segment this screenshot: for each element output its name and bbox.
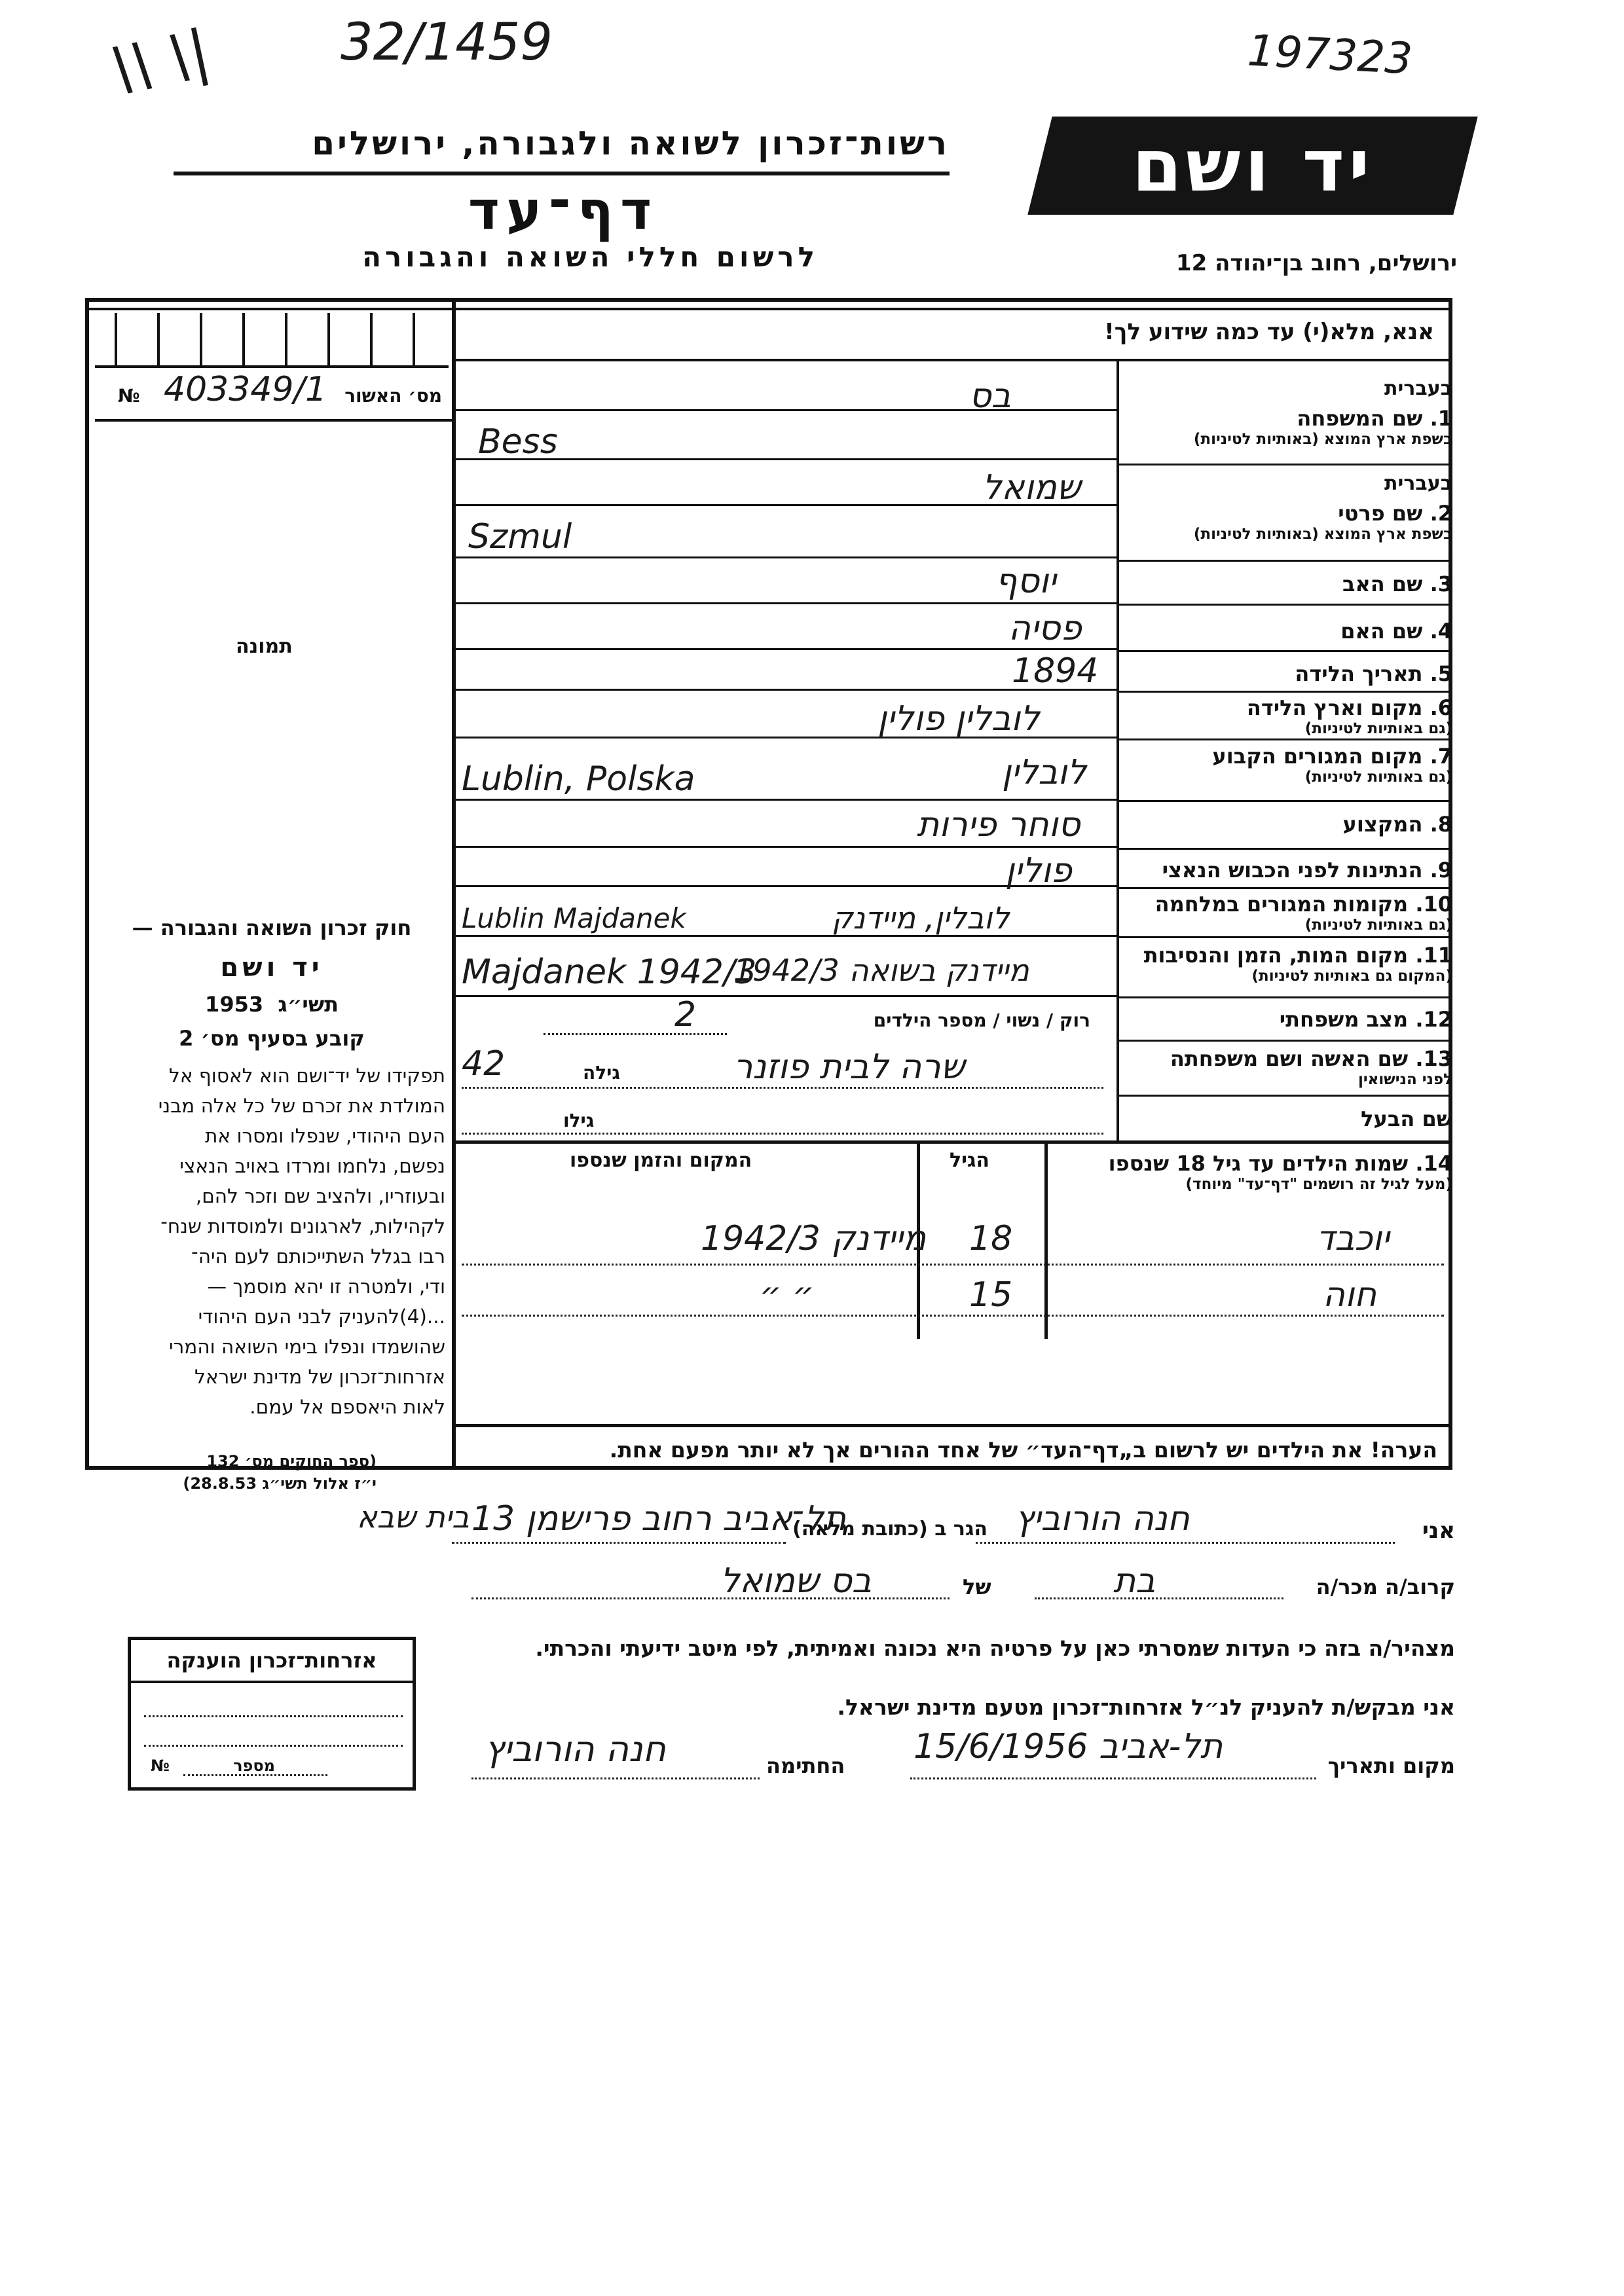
field-birth-place-label: 6. מקום וארץ הלידה (גם באותיות לטיניות) (1246, 695, 1452, 737)
declarant-ani: אני (1422, 1518, 1455, 1544)
birth-date-value: 1894 (1012, 651, 1099, 691)
latin-note: בשפת ארץ המוצא (באותיות לטיניות) (1193, 431, 1452, 448)
header-rule (174, 172, 950, 175)
field-wife-label: 13. שם האשה ושם משפחתה לפני הנישואין (1170, 1046, 1452, 1088)
form-subtitle: לרשום חללי השואה והגבורה (362, 241, 819, 273)
column-divider (452, 298, 456, 1470)
field-children-label: 14. שמות הילדים עד גיל 18 שנספו (מעל לגיל זה רושמים "דף־עד" מיוחד) (1108, 1151, 1452, 1193)
wife-age-label: גילה (583, 1062, 620, 1084)
children-place-header: המקום והזמן שנספו (570, 1149, 752, 1172)
instruction: אנא, מלא(י) עד כמה שידוע לך! (1104, 319, 1434, 345)
family-name-latin: Bess (478, 422, 558, 462)
field-wartime-places-label: 10. מקומות המגורים במלחמה (גם באותיות לטיניות) (1154, 892, 1452, 934)
yad-vashem-logo (1027, 117, 1477, 215)
residence-hebrew: לובלין (1002, 753, 1087, 792)
certificate-no-mark: № (151, 1757, 170, 1775)
of-label: של (963, 1575, 991, 1599)
law-section: קובע בסעיף מס׳ 2 (179, 1026, 365, 1051)
field-first-name-label: בעברית 2. שם פרטי בשפת ארץ המוצא (באותיות לטיניות) (1193, 472, 1452, 543)
registration-no-mark: № (118, 385, 140, 407)
hebrew-tag: בעברית (1384, 472, 1452, 495)
field-death-place-label: 11. מקום המות, הזמן והנסיבות (המקום גם באותיות לטיניות) (1143, 943, 1452, 985)
registration-boxes (95, 313, 449, 365)
certificate-number-label: מספר (233, 1757, 275, 1775)
child-name: חוה (1323, 1275, 1377, 1315)
signature-label: החתימה (766, 1753, 845, 1778)
field-citizenship-label: 9. הנתינות לפני הכבוש הנאצי (1162, 858, 1452, 883)
field-profession-label: 8. המקצוע (1342, 812, 1452, 837)
residence-latin: Lublin, Polska (462, 759, 695, 799)
child-age: 15 (969, 1275, 1013, 1315)
law-footnote-2: י״ז אלול תשי״ג 28.8.53) (183, 1474, 377, 1493)
declaration-text: מצהיר/ה בזה כי העדות שמסרתי כאן על פרטיה היא נכונה ואמיתית, לפי מיטב ידיעתי והכרתי. (535, 1635, 1455, 1661)
law-year-line: 1953 תשי״ג (205, 992, 339, 1017)
profession-value: סוחר פירות (917, 805, 1080, 845)
declarant-name: חנה הורוביץ (1015, 1499, 1190, 1539)
field-mother-label: 4. שם האם (1340, 619, 1452, 644)
label-column-border (1116, 361, 1119, 1140)
instruction-rule (456, 359, 1452, 361)
law-body: תפקידו של יד־ושם הוא לאסוף אל המולדת את זכרם של כל אלה מבני העם היהודי, שנפלו ומסרו את נפשם, נלחמו ומרדו באויב הנאצי ובעוזריו, ולהציב שם וזכר להם, לקהילות, לארגונים ולמוסדות שנח־ רבו בגלל השתייכותם לעם היה־ ודי, ולמטרה זו יהא מוסמך — ...(4)להעניק לבני העם היהודי שהושמדו ונפלו בימי השואה והמרי אזרחות־זכרון של מדינת ישראל לאות היאספם אל עמם. (158, 1065, 445, 1418)
father-value: יוסף (995, 562, 1056, 601)
children-age-header: הגיל (950, 1149, 989, 1172)
form-title: דף־עד (468, 180, 659, 242)
family-status-options: רוק / נשוי / מספר הילדים (873, 1010, 1090, 1031)
authority-name: רשות־זכרון לשואה ולגבורה, ירושלים (312, 124, 950, 162)
declarant-address-extra: בית שבא (357, 1499, 470, 1535)
death-place-latin: Majdanek 1942/3 (462, 953, 757, 992)
place-date-value: תל-אביב 15/6/1956 (913, 1727, 1223, 1766)
law-footnote-1: (ספר החוקים מס׳ 132 (206, 1452, 377, 1470)
birth-place-value: לובלין פולין (877, 699, 1040, 738)
child-place: מיידנק 1942/3 (701, 1219, 927, 1258)
note: הערה! את הילדים יש לרשום ב„דף־העד״ של אחד ההורים אך לא יותר מפעם אחת. (609, 1437, 1437, 1463)
frame-inner-top (85, 308, 1452, 310)
of-value: בס שמואל (720, 1561, 872, 1601)
field-father-label: 3. שם האב (1342, 572, 1452, 596)
children-count-value: 2 (674, 995, 697, 1034)
relation-label: קרוב/ה מכר/ה (1316, 1575, 1455, 1599)
first-name-latin: Szmul (468, 517, 572, 556)
address-label: הגר ב (כתובת מלאה) (792, 1518, 988, 1540)
law-title: חוק זכרון השואה והגבורה — (132, 915, 412, 940)
hebrew-tag: בעברית (1384, 377, 1452, 400)
latin-note: בשפת ארץ המוצא (באותיות לטיניות) (1193, 526, 1452, 543)
signature: חנה הורוביץ (485, 1728, 666, 1770)
field-family-name-label: בעברית 1. שם המשפחה בשפת ארץ המוצא (באותיות לטיניות) (1193, 377, 1452, 448)
child-name: יוכבד (1316, 1219, 1390, 1258)
law-title2: יד ושם (220, 953, 323, 983)
photo-label: תמונה (236, 635, 293, 658)
family-name-hebrew: בס (969, 376, 1011, 416)
field-husband-label: שם הבעל (1361, 1106, 1452, 1131)
field-birth-date-label: 5. תאריך הלידה (1295, 661, 1452, 686)
child-age: 18 (969, 1219, 1013, 1258)
death-place-hebrew: מיידנק בשואה 1942/3 (733, 953, 1029, 988)
wartime-places-latin: Lublin Majdanek (462, 902, 686, 934)
child-place: ״ ״ (760, 1275, 815, 1315)
logo-text: יד ושם (1132, 124, 1374, 208)
mother-value: פסיה (1008, 609, 1082, 648)
field-residence-label: 7. מקום המגורים הקבוע (גם באותיות לטיניות) (1212, 744, 1452, 786)
top-left-scribble: \\ \| (105, 16, 216, 105)
husband-age-label: גילו (563, 1110, 595, 1131)
wife-age-value: 42 (462, 1044, 506, 1084)
certificate-box (128, 1637, 416, 1791)
registration-value: 403349/1 (164, 370, 327, 409)
citizenship-value: פולין (1005, 851, 1072, 890)
wife-value: שרה לבית פוזנר (733, 1048, 965, 1087)
registration-label: מס׳ האשור (344, 385, 442, 407)
place-date-label: מקום ותאריך (1327, 1753, 1455, 1778)
address: ירושלים, רחוב בן־יהודה 12 (1175, 250, 1457, 276)
registration-rule (95, 419, 452, 422)
first-name-hebrew: שמואל (982, 468, 1081, 507)
relation-value: בת (1113, 1561, 1156, 1601)
field-family-status-label: 12. מצב משפחתי (1279, 1007, 1452, 1032)
certificate-title: אזרחות־זכרון הוענקה (166, 1648, 377, 1673)
wartime-places-hebrew: לובלין, מיידנק (832, 900, 1010, 936)
top-right-number: 197323 (1246, 25, 1414, 84)
declarant-address: תל־אביב רחוב פרישמן 13 (471, 1499, 847, 1539)
file-number: 32/1459 (341, 13, 553, 72)
request-text: אני מבקש/ת להעניק לנ״ל אזרחות־זכרון מטעם מדינת ישראל. (837, 1694, 1455, 1720)
